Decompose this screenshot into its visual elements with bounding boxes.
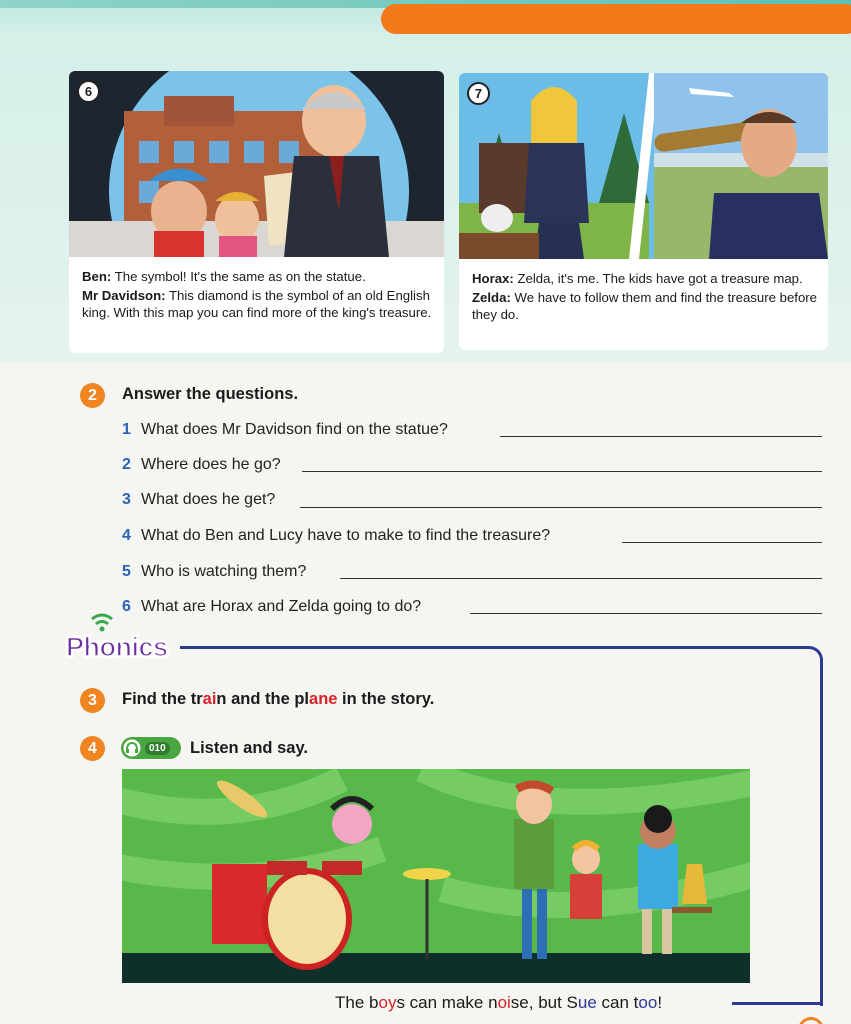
question-4 — [122, 527, 550, 545]
question-1 — [122, 421, 448, 439]
question-2 — [122, 456, 281, 474]
band-illustration — [122, 769, 750, 983]
question-number: 6 — [122, 598, 131, 615]
exercise-2-badge: 2 — [80, 383, 105, 408]
phonics-frame-end — [732, 1002, 820, 1005]
audio-track-button[interactable] — [121, 737, 181, 759]
dialogue-text: Zelda, it's me. The kids have got a treasure map. — [513, 271, 803, 286]
highlight-oy: oy — [378, 993, 397, 1012]
exercise-3-title — [122, 690, 434, 709]
dialogue-text: This diamond is the symbol of an old English king. With this map you can find more of the king's treasure. — [82, 288, 432, 320]
text-part: ! — [657, 993, 663, 1012]
question-number: 2 — [122, 456, 131, 473]
question-text: What do Ben and Lucy have to make to find the treasure? — [141, 527, 551, 544]
highlight-oi: oi — [497, 993, 511, 1012]
exercise-2-title: Answer the questions. — [122, 385, 299, 403]
text-part: s can make n — [396, 993, 498, 1012]
answer-line-4[interactable] — [622, 542, 822, 543]
question-number: 5 — [122, 563, 131, 580]
highlight-ue: ue — [577, 993, 597, 1012]
question-6 — [122, 598, 421, 616]
answer-line-1[interactable] — [500, 436, 822, 437]
question-text: Who is watching them? — [141, 563, 307, 580]
panel-number-6: 6 — [77, 80, 100, 103]
dialogue-text: We have to follow them and find the treasure before they do. — [472, 290, 818, 322]
text-part: n and the pl — [216, 690, 310, 708]
speaker-name: Mr Davidson: — [82, 288, 166, 303]
page-corner-decoration — [798, 1017, 824, 1024]
question-3 — [122, 491, 275, 509]
question-text: What are Horax and Zelda going to do? — [141, 598, 422, 615]
speaker-name: Ben: — [82, 269, 112, 284]
story-panel-6 — [69, 71, 444, 353]
phonics-heading: Phonics — [66, 632, 168, 662]
exercise-4-title: Listen and say. — [190, 739, 308, 757]
question-text: What does Mr Davidson find on the statue? — [141, 421, 448, 438]
highlight-oo: oo — [638, 993, 658, 1012]
text-part: Find the tr — [122, 690, 203, 708]
scene-image-7 — [459, 73, 828, 259]
answer-line-2[interactable] — [302, 471, 822, 472]
question-number: 4 — [122, 527, 131, 544]
text-part: The b — [335, 993, 379, 1012]
answer-line-5[interactable] — [340, 578, 822, 579]
answer-line-3[interactable] — [300, 507, 822, 508]
text-part: in the story. — [337, 690, 435, 708]
highlight-a: a — [309, 690, 319, 708]
panel-6-caption — [82, 268, 434, 323]
dialogue-text: The symbol! It's the same as on the statue. — [111, 269, 366, 284]
text-part: se, but S — [510, 993, 578, 1012]
panel-7-caption — [472, 270, 818, 325]
header-bar — [381, 4, 851, 34]
panel-number-7: 7 — [467, 82, 490, 105]
phonics-sentence — [335, 993, 662, 1013]
speaker-name: Zelda: — [472, 290, 511, 305]
question-5 — [122, 563, 306, 581]
exercise-3-badge: 3 — [80, 688, 105, 713]
question-text: What does he get? — [141, 491, 276, 508]
story-panel-7 — [459, 73, 828, 350]
question-number: 1 — [122, 421, 131, 438]
question-text: Where does he go? — [141, 456, 281, 473]
answer-line-6[interactable] — [470, 613, 822, 614]
dialogue-line — [472, 289, 818, 323]
dialogue-line — [82, 287, 434, 321]
highlight-ai: ai — [202, 690, 217, 708]
audio-track-number: 010 — [145, 742, 170, 755]
scene-image-6 — [69, 71, 444, 257]
headphones-icon — [123, 739, 141, 757]
exercise-4-badge: 4 — [80, 736, 105, 761]
dialogue-line — [82, 268, 434, 285]
question-number: 3 — [122, 491, 131, 508]
text-part: can t — [596, 993, 639, 1012]
speaker-name: Horax: — [472, 271, 514, 286]
highlight-ne: ne — [318, 690, 338, 708]
dialogue-line — [472, 270, 818, 287]
